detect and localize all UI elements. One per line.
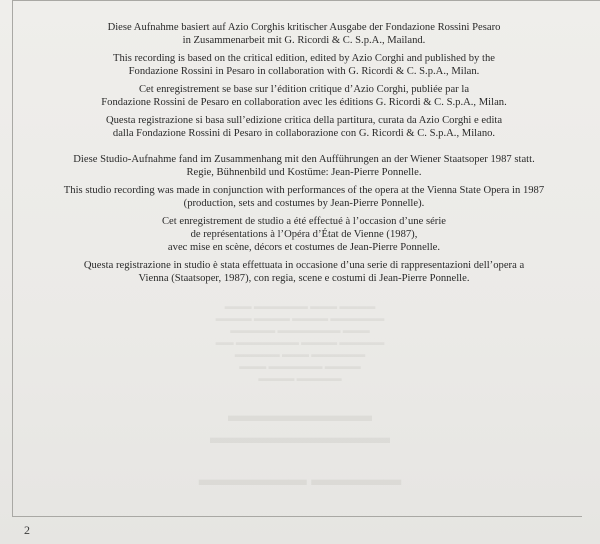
paragraph-studio-it: Questa registrazione in studio è stata effettuata in occasione d’una serie di rappresentazioni dell’opera a Vienna (Staatsoper, 1987), con regia, scene e costumi di Jean-Pierre Ponnelle. (83, 260, 525, 284)
credits-text-block (30, 21, 578, 290)
paragraph-studio-fr: Cet enregistrement de studio a été effectué à l’occasion d’une série de représentations à l’Opéra d’État de Vienne (1987), avec mise en scène, décors et costumes de Jean-Pierre Ponnelle. (161, 216, 447, 253)
top-border-line (12, 0, 600, 1)
section-gap (30, 145, 578, 153)
paragraph-edition-it: Questa registrazione si basa sull’edizione critica della partitura, curata da Azio Corghi e edita dalla Fondazione Rossini di Pesaro in collaborazione con G. Ricordi & C. S.p.A., Milano. (105, 115, 503, 139)
paragraph-studio-en: This studio recording was made in conjunction with performances of the opera at the Vienna State Opera in 1987 (production, sets and costumes by Jean-Pierre Ponnelle). (63, 185, 545, 209)
paragraph-edition-en: This recording is based on the critical edition, edited by Azio Corghi and published by the Fondazione Rossini in Pesaro in collaboration with G. Ricordi & C. S.p.A., Milan. (112, 53, 495, 77)
bottom-border-line (12, 516, 582, 517)
paragraph-studio-de: Diese Studio-Aufnahme fand im Zusammenhang mit den Aufführungen an der Wiener Staatsoper 1987 statt. Regie, Bühnenbild und Kostüme: Jean-Pierre Ponnelle. (73, 154, 535, 178)
show-through-texture: ▬▬▬▬ ▬▬▬ ▬▬▬▬▬▬ ▬▬▬ ▬▬▬▬▬▬ ▬▬▬▬ ▬▬▬▬ ▬▬▬▬ ▬▬▬ ▬▬▬▬▬▬▬ ▬▬▬▬▬ ▬▬▬▬▬ ▬▬▬▬ ▬▬▬▬▬▬▬ ▬▬ ▬▬▬▬▬▬ ▬▬▬ ▬▬▬▬▬ ▬▬▬▬ ▬▬▬▬▬▬ ▬▬▬ ▬▬▬▬▬ ▬▬▬▬ ▬▬▬▬▬▬▬▬ ▬▬▬▬▬▬▬▬▬▬ ▬▬▬▬▬ ▬▬▬▬▬▬ (198, 301, 402, 489)
left-border-line (12, 0, 13, 516)
paragraph-edition-fr: Cet enregistrement se base sur l’édition critique d’Azio Corghi, publiée par la Fondazione Rossini de Pesaro en collaboration avec les éditions G. Ricordi & C. S.p.A., Milan. (101, 84, 507, 108)
paragraph-edition-de: Diese Aufnahme basiert auf Azio Corghis kritischer Ausgabe der Fondazione Rossini Pesaro in Zusammenarbeit mit G. Ricordi & C. S.p.A., Mailand. (107, 22, 501, 46)
page-number: 2 (24, 523, 30, 537)
